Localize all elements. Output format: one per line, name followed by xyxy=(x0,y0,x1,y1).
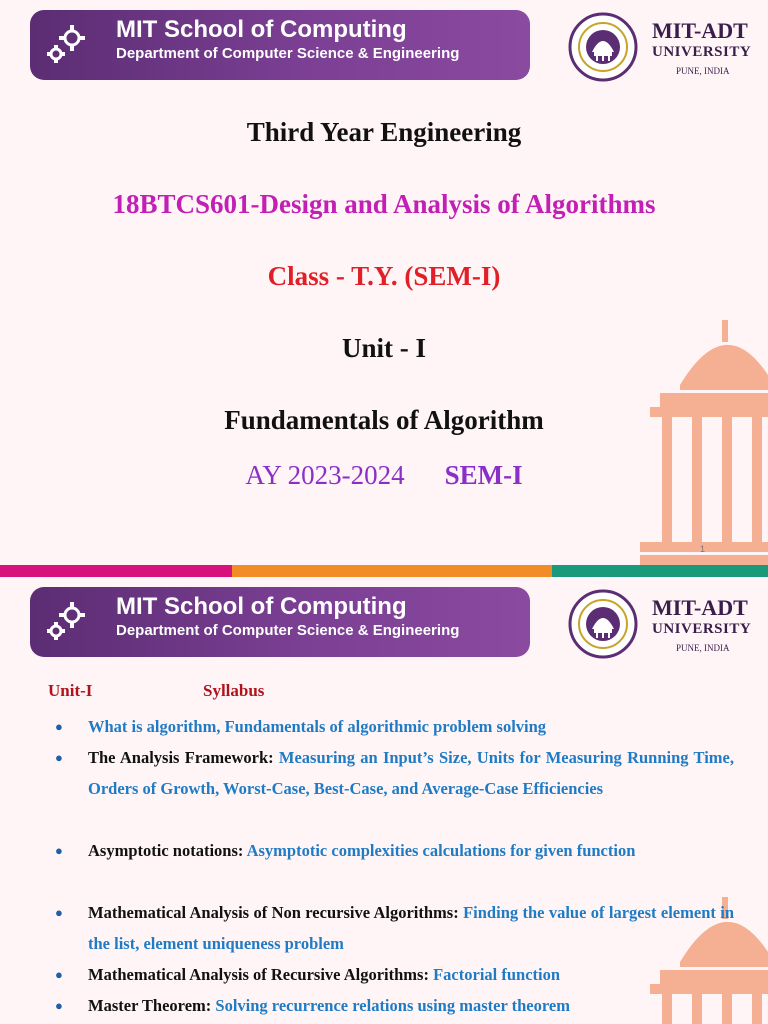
slide-2 xyxy=(0,577,768,1024)
page-number: 1 xyxy=(700,544,706,554)
bullet-icon: ● xyxy=(55,905,63,920)
syllabus-item: What is algorithm, Fundamentals of algorithmic problem solving xyxy=(88,717,547,736)
logo-name: MIT-ADT xyxy=(652,595,748,620)
university-seal-icon xyxy=(568,12,638,82)
university-seal-icon xyxy=(568,589,638,659)
syllabus-label: Syllabus xyxy=(203,681,265,700)
logo-university: UNIVERSITY xyxy=(652,621,752,637)
school-title: MIT School of Computing xyxy=(116,593,407,620)
bullet-icon: ● xyxy=(55,750,63,765)
bullet-icon: ● xyxy=(55,998,63,1013)
academic-year-row xyxy=(0,460,768,491)
bullet-icon: ● xyxy=(55,719,63,734)
separator-green xyxy=(552,565,768,577)
department-subtitle: Department of Computer Science & Engineering xyxy=(116,45,460,62)
unit-label: Unit - I xyxy=(341,333,426,363)
syllabus-item: Mathematical Analysis of Non recursive Algorithms: Finding the value of largest element in the list, element uniqueness problem xyxy=(88,903,734,953)
syllabus-item: Mathematical Analysis of Recursive Algorithms: Factorial function xyxy=(88,965,561,984)
syllabus-item: The Analysis Framework: Measuring an Input’s Size, Units for Measuring Running Time, Orders of Growth, Worst-Case, Best-Case, and Average-Case Efficiencies xyxy=(88,748,734,798)
department-subtitle: Department of Computer Science & Engineering xyxy=(116,622,460,639)
syllabus-item: Master Theorem: Solving recurrence relations using master theorem xyxy=(88,996,570,1015)
header-banner xyxy=(30,587,530,657)
university-logo xyxy=(568,12,758,82)
logo-university: UNIVERSITY xyxy=(652,44,752,60)
school-title: MIT School of Computing xyxy=(116,16,407,43)
unit-label: Unit-I xyxy=(48,681,93,700)
separator-pink xyxy=(0,565,232,577)
gears-icon xyxy=(44,22,90,68)
unit-title: Fundamentals of Algorithm xyxy=(224,405,544,435)
logo-city: PUNE, INDIA xyxy=(676,66,730,76)
bullet-icon: ● xyxy=(55,843,63,858)
header-banner xyxy=(30,10,530,80)
year-heading: Third Year Engineering xyxy=(246,117,522,147)
class-label: Class - T.Y. (SEM-I) xyxy=(267,261,501,291)
logo-city: PUNE, INDIA xyxy=(676,643,730,653)
syllabus-item: Asymptotic notations: Asymptotic complexities calculations for given function xyxy=(88,841,636,860)
logo-name: MIT-ADT xyxy=(652,18,748,43)
academic-year: AY 2023-2024 xyxy=(245,460,405,490)
separator-orange xyxy=(232,565,552,577)
gears-icon xyxy=(44,599,90,645)
bullet-icon: ● xyxy=(55,967,63,982)
university-logo xyxy=(568,589,758,659)
course-title: 18BTCS601-Design and Analysis of Algorithms xyxy=(112,189,656,219)
semester: SEM-I xyxy=(444,460,523,490)
